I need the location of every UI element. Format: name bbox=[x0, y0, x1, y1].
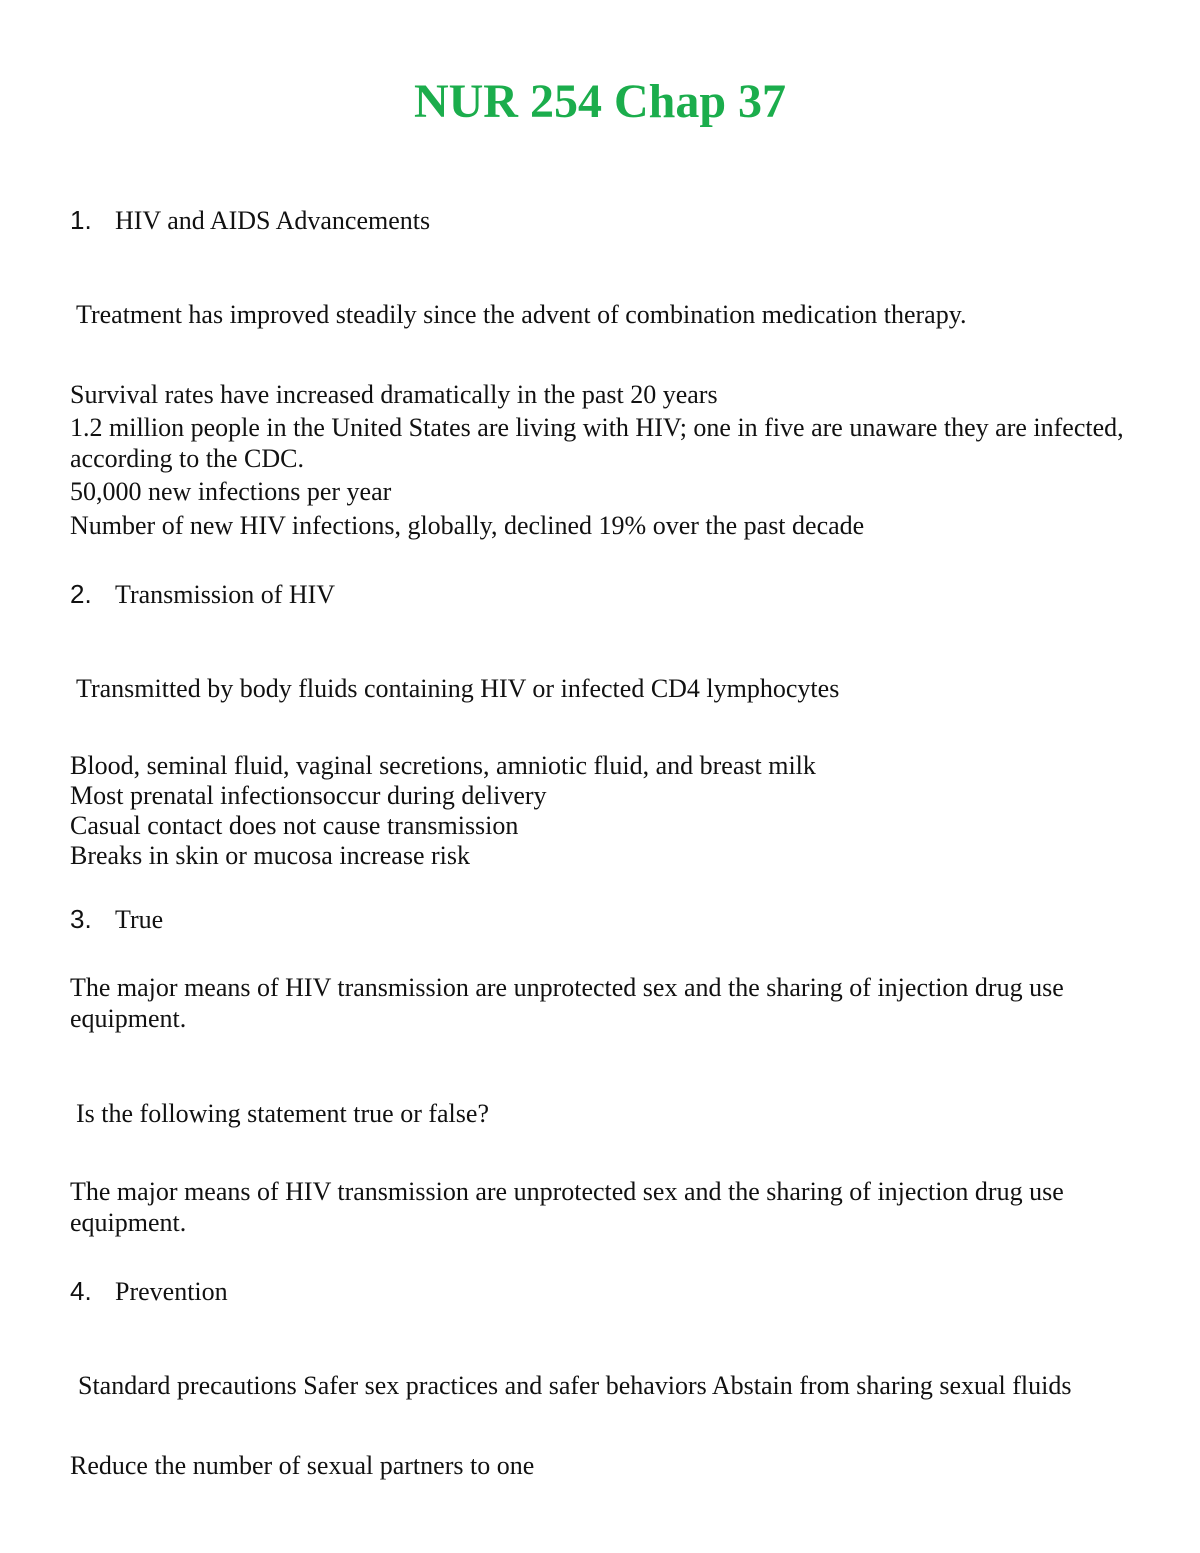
item-4-question: Standard precautions Safer sex practices and safer behaviors Abstain from sharing sexual fluids bbox=[78, 1371, 1072, 1400]
item-3-statement-repeat: The major means of HIV transmission are unprotected sex and the sharing of injection drug use equipment. bbox=[70, 1177, 1064, 1237]
item-3-heading bbox=[70, 903, 163, 936]
document-title: NUR 254 Chap 37 bbox=[413, 75, 787, 128]
item-1-answer bbox=[70, 379, 1130, 541]
item-2-label: Transmission of HIV bbox=[115, 580, 336, 609]
item-4-number: 4. bbox=[70, 1276, 92, 1306]
item-3-label: True bbox=[115, 905, 164, 934]
item-2-answer-line: Casual contact does not cause transmission bbox=[70, 811, 519, 840]
item-4-heading bbox=[70, 1275, 228, 1308]
item-2-answer-line: Breaks in skin or mucosa increase risk bbox=[70, 841, 471, 870]
item-3-statement: The major means of HIV transmission are unprotected sex and the sharing of injection drug use equipment. bbox=[70, 973, 1064, 1033]
item-4-label: Prevention bbox=[115, 1277, 228, 1306]
item-3-number: 3. bbox=[70, 904, 92, 934]
item-3-question: Is the following statement true or false? bbox=[76, 1099, 489, 1128]
item-1-answer-line: 50,000 new infections per year bbox=[70, 477, 392, 506]
item-4-answer: Reduce the number of sexual partners to one bbox=[70, 1451, 535, 1480]
item-1-answer-line: Number of new HIV infections, globally, declined 19% over the past decade bbox=[70, 511, 865, 540]
item-1-answer-line: Survival rates have increased dramatically in the past 20 years bbox=[70, 380, 718, 409]
item-2-answer-line: Blood, seminal fluid, vaginal secretions, amniotic fluid, and breast milk bbox=[70, 751, 816, 780]
item-2-answer bbox=[70, 751, 1130, 871]
item-2-question: Transmitted by body fluids containing HIV or infected CD4 lymphocytes bbox=[76, 674, 840, 703]
item-1-heading bbox=[70, 204, 430, 237]
item-1-number: 1. bbox=[70, 205, 92, 235]
item-1-answer-line: 1.2 million people in the United States are living with HIV; one in five are unaware they are infected, according to the CDC. bbox=[70, 413, 1124, 473]
item-2-heading bbox=[70, 578, 335, 611]
item-1-question: Treatment has improved steadily since the advent of combination medication therapy. bbox=[76, 300, 967, 329]
item-2-number: 2. bbox=[70, 579, 92, 609]
item-1-label: HIV and AIDS Advancements bbox=[115, 206, 431, 235]
item-2-answer-line: Most prenatal infectionsoccur during delivery bbox=[70, 781, 547, 810]
